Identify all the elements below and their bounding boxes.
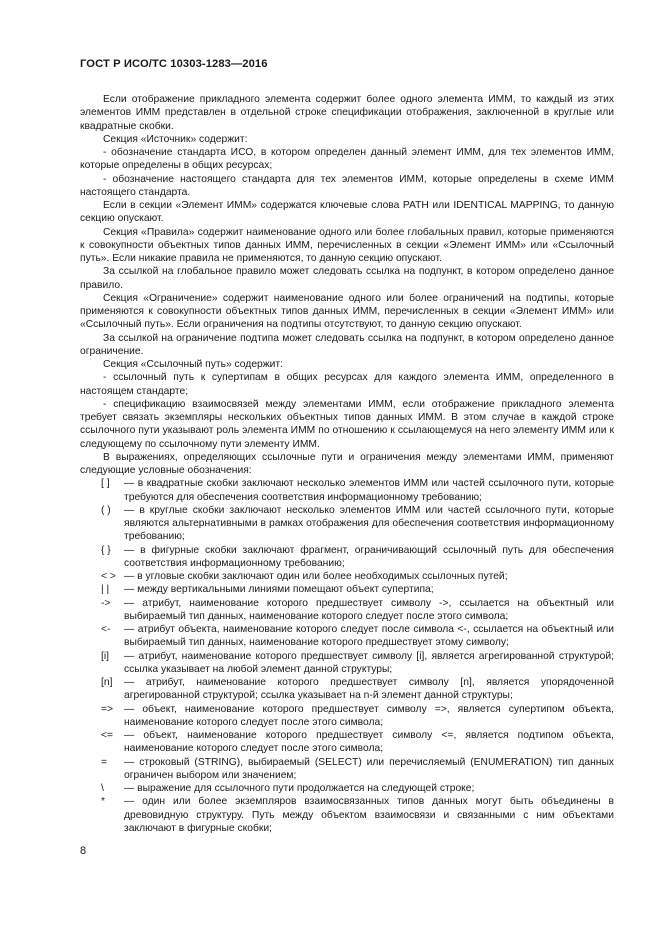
notation-symbol: [n] [101, 677, 113, 688]
list-item [80, 676, 614, 703]
notation-description: — между вертикальными линиями помещают объект супертипа; [124, 584, 434, 596]
notation-symbol: | | [101, 584, 110, 596]
list-item [80, 782, 614, 795]
list-item [80, 570, 614, 583]
list-item [80, 795, 614, 835]
notation-description: — в фигурные скобки заключают фрагмент, ограничивающий ссылочный путь для обеспечения соответствия информационному требованию; [124, 544, 614, 569]
paragraph: Секция «Ссылочный путь» содержит: [103, 359, 283, 370]
notation-symbol: -> [101, 597, 111, 609]
paragraph: - обозначение стандарта ИСО, в котором определен данный элемент ИММ, для тех элементов ИММ, которые определены в общих ресурсах; [80, 147, 614, 172]
list-item [80, 729, 614, 756]
paragraph: - ссылочный путь к супертипам в общих ресурсах для каждого элемента ИММ, определенного в настоящем стандарте; [80, 372, 614, 397]
notation-list [80, 477, 614, 835]
document-body [80, 93, 614, 835]
paragraph: Секция «Правила» содержит наименование одного или более глобальных правил, которые применяются к совокупности объектных типов данных ИММ, перечисленных в секции «Элемент ИММ» или «Ссылочный путь». Если никакие правила не применяются, то данную секцию опускают. [80, 226, 614, 264]
list-item [80, 756, 614, 783]
notation-description: — в круглые скобки заключают несколько элементов ИММ или частей ссылочного пути, которые являются альтернативными в рамках отображения для обеспечения соответствия информационному требованию; [124, 504, 614, 543]
notation-description: — один или более экземпляров взаимосвязанных типов данных могут быть объединены в древовидную структуру. Путь между объектом взаимосвязи и связанными с ним объектами заключают в фигурные скобки; [124, 796, 614, 834]
list-item [80, 583, 614, 596]
list-item [80, 477, 614, 504]
notation-description: — строковый (STRING), выбираемый (SELECT) или перечисляемый (ENUMERATION) тип данных ограничен выбором или значением; [124, 756, 614, 781]
document-header: ГОСТ Р ИСО/ТС 10303-1283—2016 [80, 58, 268, 70]
notation-symbol: { } [101, 544, 111, 556]
notation-symbol: <= [101, 730, 114, 741]
notation-description: — атрибут, наименование которого предшествует символу [n], является упорядоченной агрегированной структурой; ссылка указывает на n-й элемент данной структуры; [124, 677, 614, 702]
notation-description: — атрибут, наименование которого предшествует символу ->, ссылается на объектный или выбираемый тип данных, наименование которого следует после этого символа; [124, 597, 614, 622]
notation-symbol: => [101, 703, 114, 715]
notation-description: — в квадратные скобки заключают несколько элементов ИММ или частей ссылочного пути, которые требуются для обеспечения соответствия информационному требованию; [124, 478, 614, 503]
notation-description: — в угловые скобки заключают один или более необходимых ссылочных путей; [124, 571, 508, 582]
notation-symbol: \ [101, 783, 104, 794]
paragraph: - спецификацию взаимосвязей между элементами ИММ, если отображение прикладного элемента требует связать экземпляры нескольких объектных типов данных ИММ. В этом случае в каждой строке ссылочного пути указывают роль элемента ИММ по отношению к ссылающемуся на него элементу ИММ или к следующему по ссылочному пути элементу ИММ. [80, 398, 614, 450]
paragraph: За ссылкой на ограничение подтипа может следовать ссылка на подпункт, в котором определено данное ограничение. [80, 332, 614, 357]
paragraph: Если отображение прикладного элемента содержит более одного элемента ИММ, то каждый из этих элементов ИММ представлен в отдельной строке спецификации отображения, заключенной в круглые или квадратные скобки. [80, 94, 614, 132]
notation-symbol: = [101, 756, 108, 768]
paragraph: - обозначение настоящего стандарта для тех элементов ИММ, которые определены в схеме ИММ настоящего стандарта. [80, 173, 614, 198]
notation-description: — атрибут, наименование которого предшествует символу [i], является агрегированной структурой; ссылка указывает на любой элемент данной структуры; [124, 650, 614, 675]
page-number: 8 [80, 845, 87, 857]
notation-symbol: <- [101, 624, 111, 635]
notation-symbol: * [101, 796, 106, 808]
list-item [80, 623, 614, 650]
notation-symbol: [i] [101, 650, 110, 662]
paragraph: В выражениях, определяющих ссылочные пути и ограничения между элементами ИММ, применяют следующие условные обозначения: [80, 451, 614, 476]
notation-symbol: < > [101, 571, 116, 582]
notation-description: — объект, наименование которого предшествует символу =>, является супертипом объекта, наименование которого следует после этого символа; [124, 703, 614, 728]
notation-description: — атрибут объекта, наименование которого следует после символа <-, ссылается на объектный или выбираемый тип данных, наименование которого предшествует этому символу; [124, 624, 614, 649]
list-item [80, 504, 614, 544]
list-item [80, 544, 614, 571]
notation-description: — выражение для ссылочного пути продолжается на следующей строке; [124, 783, 475, 794]
notation-symbol: ( ) [101, 504, 111, 516]
list-item [80, 703, 614, 730]
list-item [80, 650, 614, 677]
paragraph: Секция «Источник» содержит: [103, 133, 248, 145]
paragraph: За ссылкой на глобальное правило может следовать ссылка на подпункт, в котором определено данное правило. [80, 266, 614, 291]
paragraph: Секция «Ограничение» содержит наименование одного или более ограничений на подтипы, которые применяются к совокупности объектных типов данных ИММ, перечисленных в секции «Элемент ИММ» или «Ссылочный путь». Если ограничения на подтипы отсутствуют, то данную секцию опускают. [80, 292, 614, 331]
notation-description: — объект, наименование которого предшествует символу <=, является подтипом объекта, наименование которого следует после этого символа; [124, 730, 614, 755]
list-item [80, 597, 614, 624]
paragraph: Если в секции «Элемент ИММ» содержатся ключевые слова PATH или IDENTICAL MAPPING, то данную секцию опускают. [80, 200, 614, 225]
notation-symbol: [ ] [101, 478, 110, 490]
